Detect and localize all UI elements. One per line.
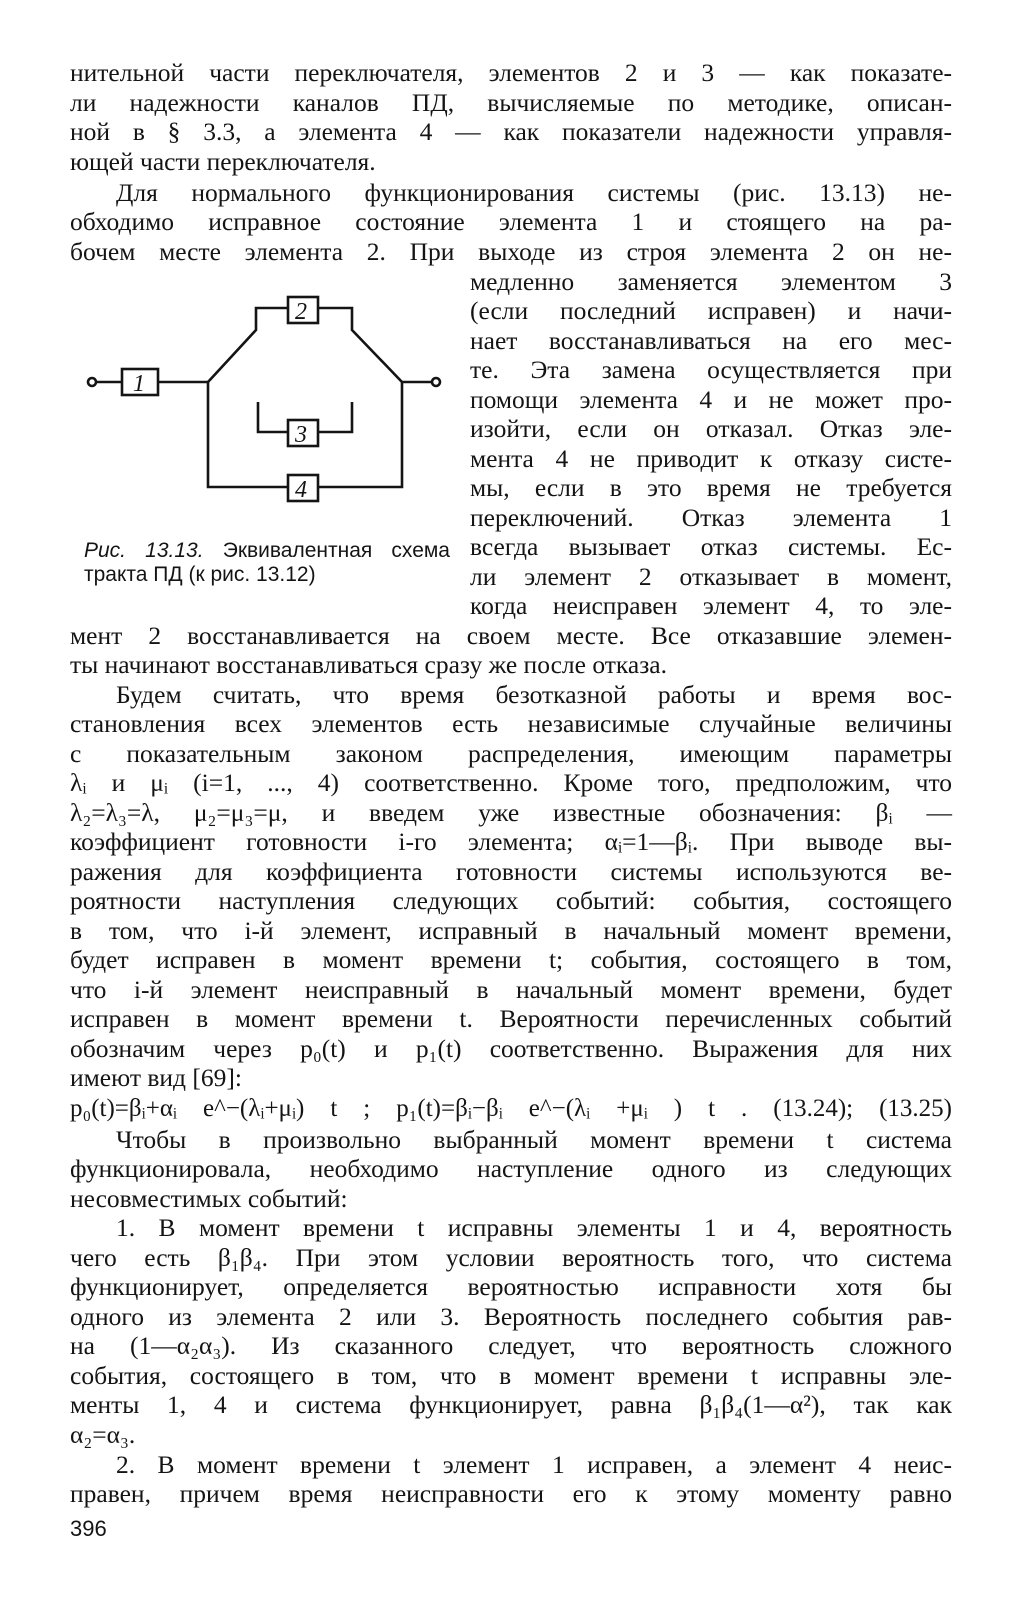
text-line: медленно заменяется элементом 3 — [470, 267, 952, 296]
text-line: менты 1, 4 и система функционирует, равна β₁β₄(1—α²), так как — [70, 1390, 952, 1419]
figure-caption — [84, 538, 450, 564]
text-line: ты начинают восстанавливаться сразу же после отказа. — [70, 650, 667, 679]
text-line: с показательным законом распределения, имеющим параметры — [70, 739, 952, 768]
text-line: ли надежности каналов ПД, вычисляемые по методике, описан- — [70, 88, 952, 117]
text-line: правен, причем время неисправности его к этому моменту равно — [70, 1479, 952, 1508]
text-line: одного из элемента 2 или 3. Вероятность последнего события рав- — [70, 1302, 952, 1331]
list-item-1-start: 1. В момент времени t исправны элементы 1 и 4, вероятность — [116, 1213, 952, 1242]
text-line: события, состоящего в том, что в момент времени t исправны эле- — [70, 1361, 952, 1390]
input-terminal — [88, 378, 96, 386]
equivalent-scheme-diagram — [80, 280, 460, 530]
text-line: в том, что i-й элемент, исправный в начальный момент времени, — [70, 916, 952, 945]
text-line: роятности наступления следующих событий: события, состоящего — [70, 886, 952, 915]
text-line: имеют вид [69]: — [70, 1063, 242, 1092]
list-item-2-start: 2. В момент времени t элемент 1 исправен, а элемент 4 неис- — [116, 1450, 952, 1479]
text-line: обходимо исправное состояние элемента 1 и стоящего на ра- — [70, 207, 952, 236]
paragraph-start: Для нормального функционирования системы (рис. 13.13) не- — [116, 178, 952, 207]
page-number: 396 — [70, 1516, 107, 1541]
text-line: бочем месте элемента 2. При выходе из строя элемента 2 он не- — [70, 237, 952, 266]
text-line: изойти, если он отказал. Отказ эле- — [470, 414, 952, 443]
figure-label: Рис. 13.13. — [84, 539, 204, 562]
text-line: нительной части переключателя, элементов 2 и 3 — как показате- — [70, 58, 952, 87]
text-line: мы, если в это время не требуется — [470, 473, 952, 502]
text-line: ли элемент 2 отказывает в момент, — [470, 562, 952, 591]
text-line: помощи элемента 4 и не может про- — [470, 385, 952, 414]
text-line: (если последний исправен) и начи- — [470, 296, 952, 325]
paragraph-start: Будем считать, что время безотказной работы и время вос- — [116, 680, 952, 709]
element-2-label: 2 — [295, 299, 307, 325]
text-line: когда неисправен элемент 4, то эле- — [470, 591, 952, 620]
text-line: нает восстанавливаться на его мес- — [470, 326, 952, 355]
text-line: λ₂=λ₃=λ, μ₂=μ₃=μ, и введем уже известные обозначения: βᵢ — — [70, 798, 952, 827]
text-line: функционировала, необходимо наступление одного из следующих — [70, 1154, 952, 1183]
text-line: ной в § 3.3, а элемента 4 — как показатели надежности управля- — [70, 117, 952, 146]
text-line: λᵢ и μᵢ (i=1, ..., 4) соответственно. Кроме того, предположим, что — [70, 768, 952, 797]
formula-13-24-13-25: p₀(t)=βᵢ+αᵢ e^−(λᵢ+μᵢ) t ; p₁(t)=βᵢ−βᵢ e^−(λᵢ +μᵢ ) t . (13.24); (13.25) — [70, 1095, 952, 1122]
caption-text-1: Эквивалентная схема — [222, 539, 450, 562]
element-4-label: 4 — [295, 477, 307, 503]
text-line: мент 2 восстанавливается на своем месте. Все отказавшие элемен- — [70, 621, 952, 650]
text-line: те. Эта замена осуществляется при — [470, 355, 952, 384]
text-line: на (1—α₂α₃). Из сказанного следует, что вероятность сложного — [70, 1331, 952, 1360]
text-line: коэффициент готовности i-го элемента; αᵢ=1—βᵢ. При выводе вы- — [70, 827, 952, 856]
caption-text-2: тракта ПД (к рис. 13.12) — [84, 563, 316, 586]
text-line: ющей части переключателя. — [70, 147, 376, 176]
text-line: переключений. Отказ элемента 1 — [470, 503, 952, 532]
output-terminal — [432, 378, 440, 386]
text-line: несовместимых событий: — [70, 1184, 348, 1213]
text-line: ражения для коэффициента готовности системы используются ве- — [70, 857, 952, 886]
element-3-label: 3 — [295, 422, 307, 448]
text-line: становления всех элементов есть независимые случайные величины — [70, 709, 952, 738]
text-line: будет исправен в момент времени t; события, состоящего в том, — [70, 945, 952, 974]
text-line: исправен в момент времени t. Вероятности перечисленных событий — [70, 1004, 952, 1033]
text-line: α₂=α₃. — [70, 1420, 136, 1449]
text-line: всегда вызывает отказ системы. Ес- — [470, 532, 952, 561]
text-line: что i-й элемент неисправный в начальный момент времени, будет — [70, 975, 952, 1004]
text-line: обозначим через p₀(t) и p₁(t) соответственно. Выражения для них — [70, 1034, 952, 1063]
text-line: функционирует, определяется вероятностью исправности хотя бы — [70, 1272, 952, 1301]
element-1-label: 1 — [133, 371, 145, 397]
paragraph-start: Чтобы в произвольно выбранный момент времени t система — [116, 1125, 952, 1154]
text-line: чего есть β₁β₄. При этом условии вероятность того, что система — [70, 1243, 952, 1272]
text-line: мента 4 не приводит к отказу систе- — [470, 444, 952, 473]
